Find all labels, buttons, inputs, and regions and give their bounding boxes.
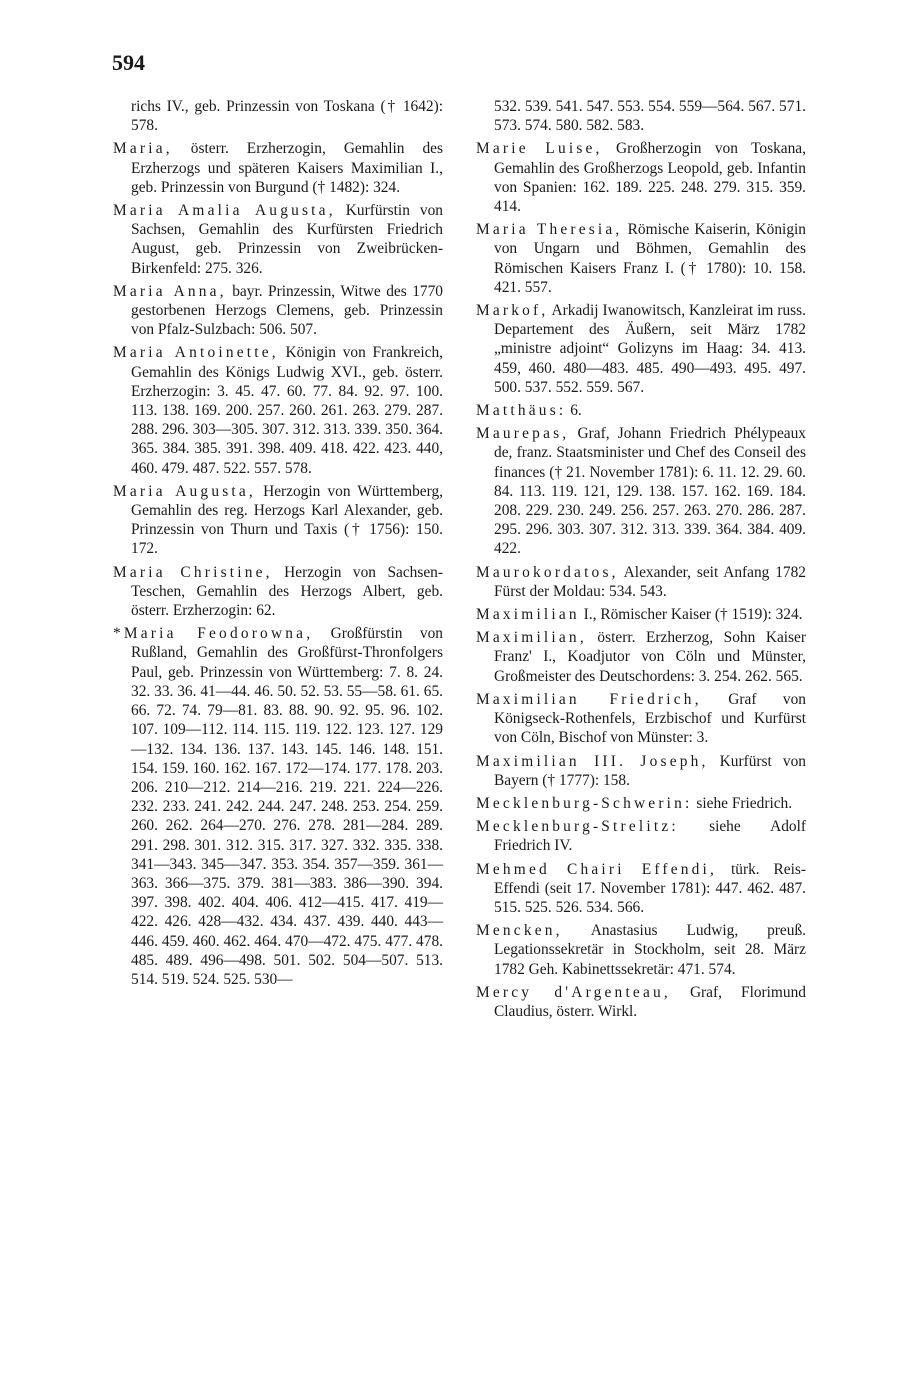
entry-text: I., Römischer Kaiser († 1519): 324. (579, 606, 803, 624)
entry-name: Matthäus: (476, 402, 567, 420)
index-entry (476, 605, 806, 624)
entry-text: Kurfürst von Bayern († 1777): 158. (494, 752, 806, 789)
index-entry (476, 921, 806, 979)
entry-text: Graf, Johann Friedrich Phélypeaux de, franz. Staatsminister und Chef des Conseil des finances († 21. November 1781): 6. 11. 12. 29. 60. 84. 113. 119. 121, 129. 138. 157. 162. 169. 184. 208. 229. 230. 249. 256. 257. 263. 270. 286. 287. 295. 296. 303. 307. 312. 313. 339. 364. 384. 409. 422. (494, 425, 806, 558)
entry-text: österr. Erzherzogin, Gemahlin des Erzherzogs und späteren Kaisers Maximilian I., geb. Prinzessin von Burgund († 1482): 324. (131, 140, 443, 196)
entry-name: Mehmed Chairi Effendi, (476, 860, 718, 878)
entry-text: richs IV., geb. Prinzessin von Toskana († 1642): 578. (131, 98, 443, 135)
entry-name: Maria Anna, (113, 282, 227, 300)
index-entry (113, 482, 443, 559)
entry-text: siehe Adolf Friedrich IV. (494, 818, 806, 855)
index-entry (476, 690, 806, 748)
index-entry (113, 282, 443, 340)
entry-name: Mecklenburg-Schwerin: (476, 794, 693, 812)
index-entry (476, 97, 806, 135)
entry-text: Alexander, seit Anfang 1782 Fürst der Moldau: 534. 543. (494, 563, 806, 600)
entry-text: Großherzogin von Toskana, Gemahlin des Großherzogs Leopold, geb. Infantin von Spanien: 162. 189. 225. 248. 279. 315. 359. 414. (494, 140, 806, 216)
entry-text: 532. 539. 541. 547. 553. 554. 559—564. 567. 571. 573. 574. 580. 582. 583. (494, 98, 806, 135)
index-entry (113, 97, 443, 135)
entry-text: Großfürstin von Rußland, Gemahlin des Großfürst-Thronfolgers Paul, geb. Prinzessin von Württemberg: 7. 8. 24. 32. 33. 36. 41—44. 46. 50. 52. 53. 55—58. 61. 65. 66. 72. 74. 79—81. 83. 88. 90. 92. 95. 96. 102. 107. 109—112. 114. 115. 119. 122. 123. 127. 129—132. 134. 136. 137. 143. 145. 146. 148. 151. 154. 159. 160. 162. 167. 172—174. 177. 178. 203. 206. 210—212. 214—216. 219. 221. 224—226. 232. 233. 241. 242. 244. 247. 248. 253. 254. 259. 260. 262. 264—270. 276. 278. 281—284. 289. 291. 298. 301. 312. 315. 317. 327. 332. 335. 338. 341—343. 345—347. 353. 354. 357—359. 361—363. 366—375. 379. 381—383. 386—390. 394. 397. 398. 402. 404. 406. 412—415. 417. 419—422. 426. 428—432. 434. 437. 439. 440. 443—446. 459. 460. 462. 464. 470—472. 475. 477. 478. 485. 489. 496—498. 501. 502. 504—507. 513. 514. 519. 524. 525. 530— (131, 625, 443, 988)
index-entry (476, 817, 806, 855)
index-entry (476, 628, 806, 686)
entry-name: Markof, (476, 302, 549, 320)
entry-text: Römische Kaiserin, Königin von Ungarn und Böhmen, Gemahlin des Römischen Kaisers Franz I. († 1780): 10. 158. 421. 557. (494, 221, 806, 296)
entry-name: Maria Theresia, (476, 221, 623, 239)
index-entry (113, 201, 443, 278)
entry-text: Anastasius Ludwig, preuß. Legationssekretär in Stockholm, seit 28. März 1782 Geh. Kabinettssekretär: 471. 574. (494, 922, 806, 978)
entry-text: Herzogin von Württemberg, Gemahlin des reg. Herzogs Karl Alexander, geb. Prinzessin von Thurn und Taxis († 1756): 150. 172. (131, 482, 443, 558)
entry-name: Maria, (113, 140, 173, 158)
entry-name: Maria Antoinette, (113, 344, 279, 362)
entry-name: Maximilian III. Joseph, (476, 752, 709, 770)
entry-text: türk. Reis-Effendi (seit 17. November 1781): 447. 462. 487. 515. 525. 526. 534. 566. (494, 860, 806, 916)
index-entry (113, 343, 443, 477)
entry-text: 6. (566, 402, 582, 420)
entry-text: Herzogin von Sachsen-Teschen, Gemahlin des Herzogs Albert, geb. österr. Erzherzogin: 62. (131, 563, 444, 620)
index-entry (476, 563, 806, 601)
index-entry (476, 139, 806, 216)
entry-text: siehe Friedrich. (692, 794, 793, 812)
entry-name: Maximilian, (476, 629, 587, 647)
entry-name: Mercy d'Argenteau, (476, 983, 671, 1001)
entry-name: *Maria Feodorowna, (113, 625, 314, 643)
index-entry (476, 301, 806, 397)
entry-text: Kurfürstin von Sachsen, Gemahlin des Kurfürsten Friedrich August, geb. Prinzessin von Zweibrücken-Birkenfeld: 275. 326. (131, 202, 444, 277)
entry-name: Mecklenburg-Strelitz: (476, 818, 679, 836)
entry-text: Graf, Florimund Claudius, österr. Wirkl. (494, 983, 806, 1020)
entry-text: bayr. Prinzessin, Witwe des 1770 gestorbenen Herzogs Clemens, geb. Prinzessin von Pfalz-Sulzbach: 506. 507. (131, 282, 443, 339)
index-entry (476, 983, 806, 1021)
entry-name: Maria Augusta, (113, 482, 256, 500)
entry-name: Maximilian Friedrich, (476, 690, 702, 708)
page-number: 594 (112, 50, 145, 75)
index-entry (113, 139, 443, 197)
entry-text: Königin von Frankreich, Gemahlin des Königs Ludwig XVI., geb. österr. Erzherzogin: 3. 45. 47. 60. 77. 84. 92. 97. 100. 113. 138. 169. 200. 257. 260. 261. 263. 279. 287. 288. 296. 303—305. 307. 312. 313. 339. 350. 364. 365. 384. 385. 391. 398. 409. 418. 422. 423. 440, 460. 479. 487. 522. 557. 578. (131, 344, 443, 477)
index-entry (476, 752, 806, 790)
entry-text: österr. Erzherzog, Sohn Kaiser Franz' I., Koadjutor von Cöln und Münster, Großmeister des Deutschordens: 3. 254. 262. 565. (494, 629, 806, 685)
entry-name: Maurepas, (476, 425, 570, 443)
entry-text: Graf von Königseck-Rothenfels, Erzbischof und Kurfürst von Cöln, Bischof von Münster: 3. (494, 690, 807, 747)
entry-name: Maria Amalia Augusta, (113, 202, 336, 220)
index-entry (476, 794, 806, 813)
index-entry (476, 860, 806, 918)
entry-name: Maximilian (476, 606, 580, 624)
right-column (476, 97, 806, 1025)
entry-name: Marie Luise, (476, 140, 603, 158)
entry-name: Maria Christine, (113, 563, 273, 581)
index-entry (113, 563, 443, 621)
entry-name: Mencken, (476, 922, 563, 940)
index-entry (476, 424, 806, 558)
entry-name: Maurokordatos, (476, 563, 619, 581)
entry-text: Arkadij Iwanowitsch, Kanzleirat im russ. Departement des Äußern, seit März 1782 „ministre adjoint“ Golizyns im Haag: 34. 413. 459, 460. 480—483. 485. 490—493. 495. 497. 500. 537. 552. 559. 567. (494, 302, 806, 396)
index-entry (113, 624, 443, 989)
index-entry (476, 220, 806, 297)
left-column (113, 97, 443, 993)
index-entry (476, 401, 806, 420)
